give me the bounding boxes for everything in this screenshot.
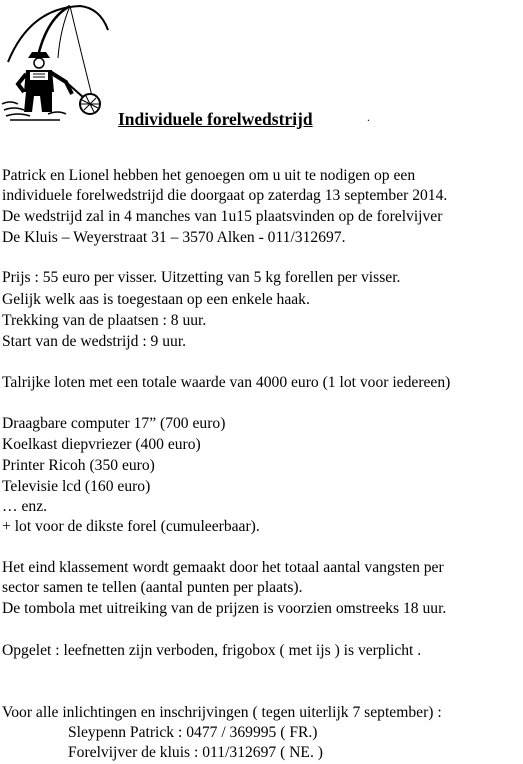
title-dot: . <box>367 110 370 124</box>
intro-line-4: De Kluis – Weyerstraat 31 – 3570 Alken - 011/312697. <box>2 229 346 246</box>
ranking-line-3: De tombola met uitreiking van de prijzen is voorzien omstreeks 18 uur. <box>2 600 447 617</box>
info-price: Prijs : 55 euro per visser. Uitzetting van 5 kg forellen per visser. <box>2 269 401 286</box>
info-bait: Gelijk welk aas is toegestaan op een enkele haak. <box>2 291 310 308</box>
info-start: Start van de wedstrijd : 9 uur. <box>2 333 187 350</box>
prize-item: … enz. <box>2 498 48 515</box>
prizes-intro: Talrijke loten met een totale waarde van 4000 euro (1 lot voor iedereen) <box>2 374 451 391</box>
info-draw: Trekking van de plaatsen : 8 uur. <box>2 312 207 329</box>
intro-line-3: De wedstrijd zal in 4 manches van 1u15 plaatsvinden op de forelvijver <box>2 208 443 225</box>
ranking-line-2: sector samen te tellen (aantal punten per plaats). <box>2 579 303 596</box>
prize-item: + lot voor de dikste forel (cumuleerbaar). <box>2 518 260 535</box>
contact-intro: Voor alle inlichtingen en inschrijvingen ( tegen uiterlijk 7 september) : <box>2 704 442 721</box>
ranking-line-1: Het eind klassement wordt gemaakt door het totaal aantal vangsten per <box>2 559 444 576</box>
page-title: Individuele forelwedstrijd <box>118 109 313 129</box>
intro-line-2: individuele forelwedstrijd die doorgaat op zaterdag 13 september 2014. <box>2 187 448 204</box>
intro-line-1: Patrick en Lionel hebben het genoegen om u uit te nodigen op een <box>2 167 416 184</box>
contact-kluis: Forelvijver de kluis : 011/312697 ( NE. ) <box>68 744 323 761</box>
prize-item: Koelkast diepvriezer (400 euro) <box>2 436 201 453</box>
prize-item: Printer Ricoh (350 euro) <box>2 457 155 474</box>
warning-text: Opgelet : leefnetten zijn verboden, frigobox ( met ijs ) is verplicht . <box>2 642 422 659</box>
prize-item: Draagbare computer 17” (700 euro) <box>2 415 226 432</box>
contact-patrick: Sleypenn Patrick : 0477 / 369995 ( FR.) <box>68 724 318 741</box>
prize-item: Televisie lcd (160 euro) <box>2 478 151 495</box>
fly-fisherman-icon <box>0 0 115 125</box>
